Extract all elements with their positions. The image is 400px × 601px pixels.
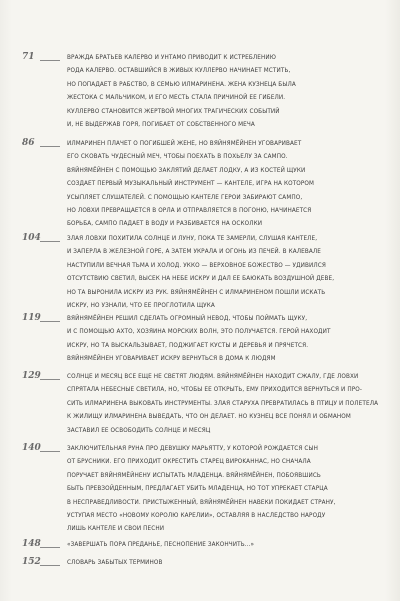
leader-rule (40, 146, 60, 147)
entry-summary (67, 371, 382, 438)
summary-line: ОТ БРУСНИКИ. ЕГО ПРИХОДИТ ОКРЕСТИТЬ СТАРЕЦ ВИРOKАННАС, НО СНАЧАЛА (67, 459, 311, 466)
summary-line: ЖЕСТОКА С МАЛЬЧИКОМ, И ЕГО МЕСТЬ СТАЛА ПРИЧИНОЙ ЕЕ ГИБЕЛИ. (67, 95, 286, 102)
summary-line: СОЗДАЕТ ПЕРВЫЙ МУЗЫКАЛЬНЫЙ ИНСТРУМЕНТ — КАНТЕЛЕ, ИГРА НА КОТОРОМ (67, 181, 315, 188)
page-number: 148 (22, 539, 41, 549)
page-number: 129 (22, 371, 41, 381)
summary-line: РОДА КАЛЕРВО. ОСТАВШИЙСЯ В ЖИВЫХ КУЛЛЕРВО НАЧИНАЕТ МСТИТЬ, (67, 68, 291, 75)
summary-line: ВРАЖДА БРАТЬЕВ КАЛЕРВО И УНТАМО ПРИВОДИТ К ИСТРЕБЛЕНИЮ (67, 55, 276, 61)
summary-line: НАСТУПИЛИ ВЕЧНАЯ ТЬМА И ХОЛОД. УККО — ВЕРХОВНОЕ БОЖЕСТВО — УДИВИЛСЯ (67, 262, 326, 269)
summary-line: К ЖИЛИЩУ ИЛМАРИНЕНА ВЫВЕДАТЬ, ЧТО ОН ДЕЛАЕТ. НО КУЗНЕЦ ВСЕ ПОНЯЛ И ОБМАНОМ (67, 414, 351, 421)
summary-line: БЫТЬ ПРЕВЗОЙДЕННЫМ, ПРЕДЛАГАЕТ УБИТЬ МЛАДЕНЦА, НО ТОТ УПРЕКАЕТ СТАРЦА (67, 486, 328, 493)
entry-summary (67, 138, 382, 232)
summary-line: КУЛЛЕРВО СТАНОВИТСЯ ЖЕРТВОЙ МНОГИХ ТРАГИЧЕСКИХ СОБЫТИЙ (67, 108, 280, 115)
entry-summary (67, 443, 382, 537)
summary-line: СЛОВАРЬ ЗАБЫТЫХ ТЕРМИНОВ (67, 560, 163, 566)
page-number: 152 (22, 557, 41, 567)
summary-line: НО ПОПАДАЕТ В РАБСТВО, В СЕМЬЮ ИЛМАРИНЕНА. ЖЕНА КУЗНЕЦА БЫЛА (67, 81, 296, 88)
leader-rule (40, 60, 60, 61)
summary-line: «ЗАВЕРШАТЬ ПОРА ПРЕДАНЬЕ, ПЕСНОПЕНИЕ ЗАКОНЧИТЬ...» (67, 542, 255, 548)
entry-summary (67, 313, 382, 367)
page-number: 119 (22, 313, 41, 323)
summary-line: СОЛНЦЕ И МЕСЯЦ ВСЕ ЕЩЕ НЕ СВЕТЯТ ЛЮДЯМ. ВЯЙНЯМЁЙНЕН НАХОДИТ СЖАЛУ, ГДЕ ЛОВХИ (67, 374, 359, 380)
leader-rule (40, 451, 60, 452)
summary-line: ИСКРУ, НО ТА ВЫСКАЛЬЗЫВАЕТ, ПОДЖИГАЕТ КУСТЫ И ДЕРЕВЬЯ И ПРЯЧЕТСЯ. (67, 342, 309, 349)
summary-line: ВЯЙНЯМЁЙНЕН РЕШИЛ СДЕЛАТЬ ОГРОМНЫЙ НЕВОД, ЧТОБЫ ПОЙМАТЬ ЩУКУ, (67, 316, 308, 322)
leader-rule (40, 565, 60, 566)
page-number: 86 (22, 138, 35, 148)
summary-line: ЛИШЬ КАНТЕЛЕ И СВОИ ПЕСНИ (67, 526, 165, 533)
summary-line: СИТЬ ИЛМАРИНЕНА ВЫКОВАТЬ ИНСТРУМЕНТЫ. ЗЛАЯ СТАРУХА ПРЕВРАТИЛАСЬ В ПТИЦУ И ПОЛЕТЕЛА (67, 400, 379, 407)
summary-line: ВЯЙНЯМЁЙНЕН С ПОМОЩЬЮ ЗАКЛЯТИЙ ДЕЛАЕТ ЛОДКУ, А ИЗ КОСТЕЙ ЩУКИ (67, 167, 306, 174)
leader-rule (40, 321, 60, 322)
summary-line: ВЯЙНЯМЁЙНЕН УГОВАРИВАЕТ ИСКРУ ВЕРНУТЬСЯ В ДОМА К ЛЮДЯМ (67, 356, 276, 363)
summary-line: ОТСУТСТВИЮ СВЕТИЛ, ВЫСЕК НА НЕБЕ ИСКРУ И ДАЛ ЕЕ БАЮКАТЬ ВОЗДУШНОЙ ДЕВЕ, (67, 276, 335, 283)
leader-rule (40, 547, 60, 548)
summary-line: НО ТА ВЫРОНИЛА ИСКРУ ИЗ РУК. ВЯЙНЯМЁЙНЕН С ИЛМАРИНЕНОМ ПОШЛИ ИСКАТЬ (67, 289, 326, 296)
entry-summary (67, 233, 382, 313)
summary-line: И, НЕ ВЫДЕРЖАВ ГОРЯ, ПОГИБАЕТ ОТ СОБСТВЕННОГО МЕЧА (67, 122, 255, 129)
summary-line: ЕГО СКОВАТЬ ЧУДЕСНЫЙ МЕЧ, ЧТОБЫ ПОЕХАТЬ В ПОХЬЕЛУ ЗА САМПО. (67, 154, 288, 161)
summary-line: СПРЯТАЛА НЕБЕСНЫЕ СВЕТИЛА, НО, ЧТОБЫ ЕЕ ОТКРЫТЬ, ЕМУ ПРИХОДИТСЯ ВЕРНУТЬСЯ И ПРО- (67, 387, 363, 394)
summary-line: ЗЛАЯ ЛОВХИ ПОХИТИЛА СОЛНЦЕ И ЛУНУ, ПОКА ТЕ ЗАМЕРЛИ, СЛУШАЯ КАНТЕЛЕ, (67, 236, 318, 242)
page-number: 71 (22, 52, 35, 62)
summary-line: В НЕСПРАВЕДЛИВОСТИ. ПРИСТЫЖЕННЫЙ, ВЯЙНЯМЁЙНЕН НАВЕКИ ПОКИДАЕТ СТРАНУ, (67, 499, 336, 506)
summary-line: И С ПОМОЩЬЮ АХТО, ХОЗЯИНА МОРСКИХ ВОЛН, ЭТО ПОЛУЧАЕТСЯ. ГЕРОЙ НАХОДИТ (67, 329, 331, 336)
summary-line: ЗАКЛЮЧИТЕЛЬНАЯ РУНА ПРО ДЕВУШКУ МАРЬЯТТУ, У КОТОРОЙ РОЖДАЕТСЯ СЫН (67, 446, 319, 452)
entry-summary (67, 557, 382, 570)
summary-line: ПОРУЧАЕТ ВЯЙНЯМЁЙНЕНУ ИСПЫТАТЬ МЛАДЕНЦА. ВЯЙНЯМЁЙНЕН, ПОБОЯВШИСЬ (67, 472, 321, 479)
summary-line: УСТУПАЯ МЕСТО «НОВОМУ КОРОЛЮ КАРЕЛИИ», ОСТАВЛЯЯ В НАСЛЕДСТВО НАРОДУ (67, 513, 326, 520)
entry-summary (67, 539, 382, 552)
summary-line: И ЗАПЕРЛА В ЖЕЛЕЗНОЙ ГОРЕ, А ЗАТЕМ УКРАЛА И ОГОНЬ ИЗ ПЕЧЕЙ. В КАЛЕВАЛЕ (67, 249, 322, 256)
entry-summary (67, 52, 382, 132)
summary-line: ИСКРУ, НО УЗНАЛИ, ЧТО ЕЕ ПРОГЛОТИЛА ЩУКА (67, 303, 215, 310)
summary-line: УСЫПЛЯЕТ СЛУШАТЕЛЕЙ. С ПОМОЩЬЮ КАНТЕЛЕ ГЕРОИ ЗАБИРАЮТ САМПО, (67, 194, 303, 201)
page-number: 104 (22, 233, 41, 243)
summary-line: ИЛМАРИНЕН ПЛАЧЕТ О ПОГИБШЕЙ ЖЕНЕ, НО ВЯЙНЯМЁЙНЕН УГОВАРИВАЕТ (67, 141, 302, 147)
summary-line: НО ЛОВХИ ПРЕВРАЩАЕТСЯ В ОРЛА И ОТПРАВЛЯЕТСЯ В ПОГОНЮ, НАЧИНАЕТСЯ (67, 208, 312, 215)
summary-line: ЗАСТАВИЛ ЕЕ ОСВОБОДИТЬ СОЛНЦЕ И МЕСЯЦ (67, 427, 211, 434)
page-number: 140 (22, 443, 41, 453)
summary-line: БОРЬБА, САМПО ПАДАЕТ В ВОДУ И РАЗБИВАЕТСЯ НА ОСКОЛКИ (67, 221, 263, 228)
leader-rule (40, 379, 60, 380)
leader-rule (40, 241, 60, 242)
